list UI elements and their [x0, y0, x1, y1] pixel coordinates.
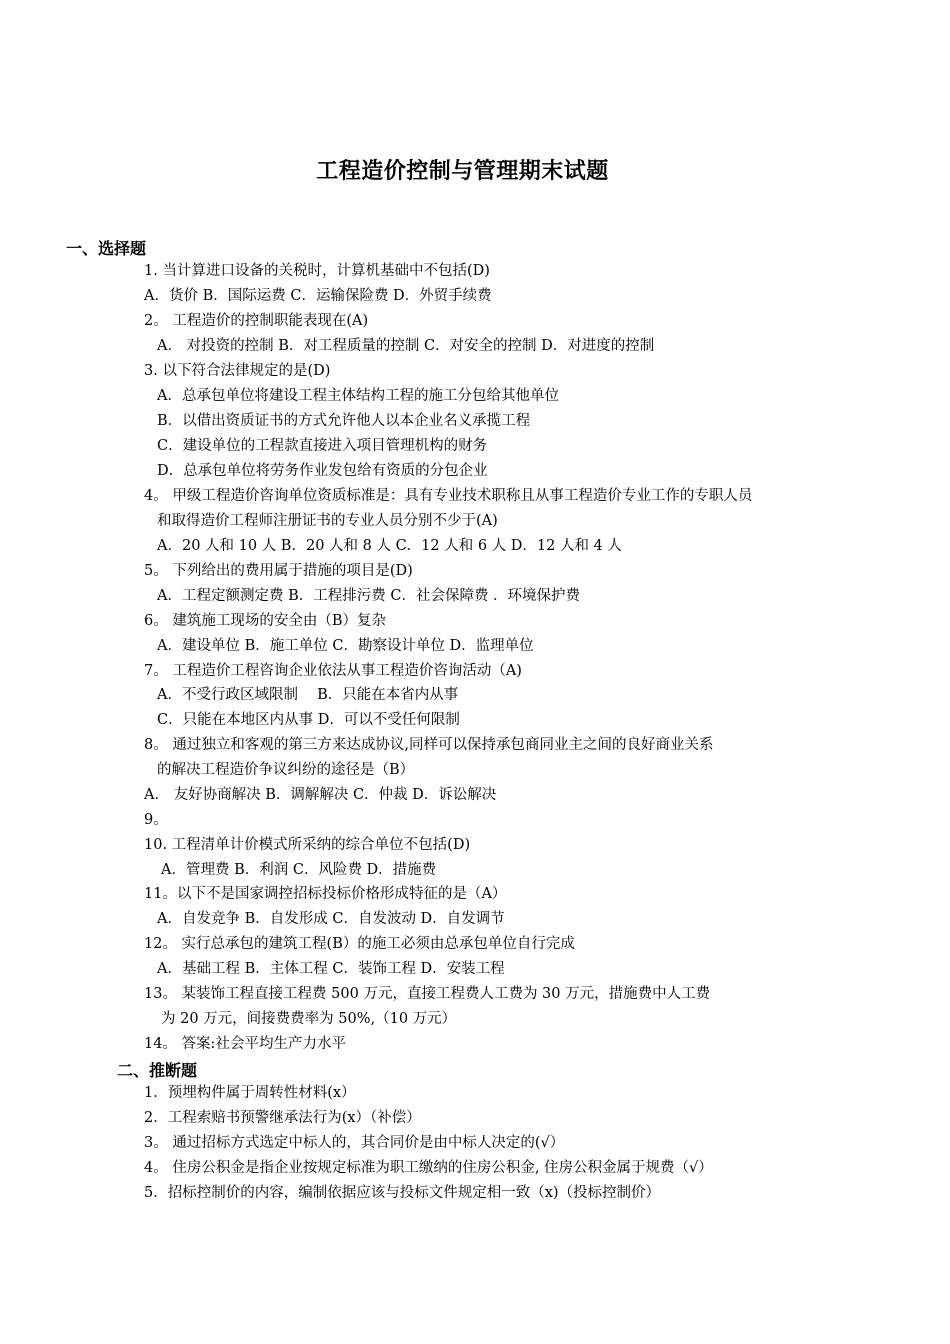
- question-line: 和取得造价工程师注册证书的专业人员分别不少于(A): [157, 513, 498, 529]
- question-line: 3. 以下符合法律规定的是(D): [144, 363, 331, 379]
- question-line: 4。 甲级工程造价咨询单位资质标准是：具有专业技术职称且从事工程造价专业工作的专职人员: [144, 488, 753, 504]
- option-line: C．建设单位的工程款直接进入项目管理机构的财务: [157, 438, 488, 454]
- option-line: A．自发竞争 B．自发形成 C．自发波动 D．自发调节: [157, 911, 505, 927]
- question-line: 8。 通过独立和客观的第三方来达成协议,同样可以保持承包商同业主之间的良好商业关系: [144, 737, 714, 753]
- option-line: A． 对投资的控制 B．对工程质量的控制 C．对安全的控制 D．对进度的控制: [157, 338, 655, 354]
- option-line: B．以借出资质证书的方式允许他人以本企业名义承揽工程: [157, 413, 531, 429]
- question-line: 6。 建筑施工现场的安全由（B）复杂: [144, 613, 386, 629]
- option-line: A．工程定额测定费 B．工程排污费 C．社会保障费 ．环境保护费: [157, 588, 581, 604]
- judgement-line: 5．招标控制价的内容，编制依据应该与投标文件规定相一致（x)（投标控制价）: [144, 1185, 661, 1201]
- question-line: 2。 工程造价的控制职能表现在(A): [144, 313, 369, 329]
- option-line: A．管理费 B．利润 C．风险费 D．措施费: [161, 862, 437, 878]
- question-line: 13。 某装饰工程直接工程费 500 万元，直接工程费人工费为 30 万元，措施费中人工费: [144, 986, 711, 1002]
- option-line: A．总承包单位将建设工程主体结构工程的施工分包给其他单位: [157, 388, 559, 404]
- question-line: 的解决工程造价争议纠纷的途径是（B）: [157, 762, 415, 778]
- option-line: D．总承包单位将劳务作业发包给有资质的分包企业: [157, 463, 488, 479]
- option-line: C．只能在本地区内从事 D．可以不受任何限制: [157, 712, 460, 728]
- section-heading-judgement: 二、推断题: [117, 1061, 198, 1080]
- option-line: A．基础工程 B．主体工程 C．装饰工程 D．安装工程: [157, 961, 505, 977]
- question-line: 12。 实行总承包的建筑工程(B）的施工必须由总承包单位自行完成: [144, 936, 575, 952]
- question-line: 7。 工程造价工程咨询企业依法从事工程造价咨询活动（A): [144, 663, 522, 679]
- option-line: A．不受行政区域限制 B．只能在本省内从事: [157, 687, 459, 703]
- question-line: 1. 当计算进口设备的关税时，计算机基础中不包括(D): [144, 263, 490, 279]
- question-line: 为 20 万元，间接费费率为 50%,（10 万元）: [161, 1011, 457, 1027]
- option-line: A．货价 B．国际运费 C．运输保险费 D．外贸手续费: [144, 288, 492, 304]
- judgement-line: 1．预埋构件属于周转性材料(x）: [144, 1085, 356, 1101]
- page-title: 工程造价控制与管理期末试题: [316, 159, 609, 184]
- judgement-line: 4。 住房公积金是指企业按规定标准为职工缴纳的住房公积金, 住房公积金属于规费（√）: [144, 1160, 713, 1176]
- judgement-line: 2．工程索赔书预警继承法行为(x）（补偿）: [144, 1110, 421, 1126]
- option-line: A． 友好协商解决 B．调解解决 C．仲裁 D．诉讼解决: [144, 787, 497, 803]
- question-line: 10. 工程清单计价模式所采纳的综合单位不包括(D): [144, 837, 471, 853]
- question-line: 14。 答案:社会平均生产力水平: [144, 1036, 346, 1052]
- question-line: 9。: [144, 812, 168, 828]
- question-line: 5。 下列给出的费用属于措施的项目是(D): [144, 563, 413, 579]
- option-line: A．建设单位 B．施工单位 C．勘察设计单位 D．监理单位: [157, 638, 534, 654]
- judgement-line: 3。 通过招标方式选定中标人的，其合同价是由中标人决定的(√）: [144, 1135, 565, 1151]
- section-heading-choice: 一、选择题: [66, 239, 147, 258]
- option-line: A．20 人和 10 人 B．20 人和 8 人 C．12 人和 6 人 D．12 人和 4 人: [157, 538, 622, 554]
- question-line: 11。以下不是国家调控招标投标价格形成特征的是（A）: [144, 886, 507, 902]
